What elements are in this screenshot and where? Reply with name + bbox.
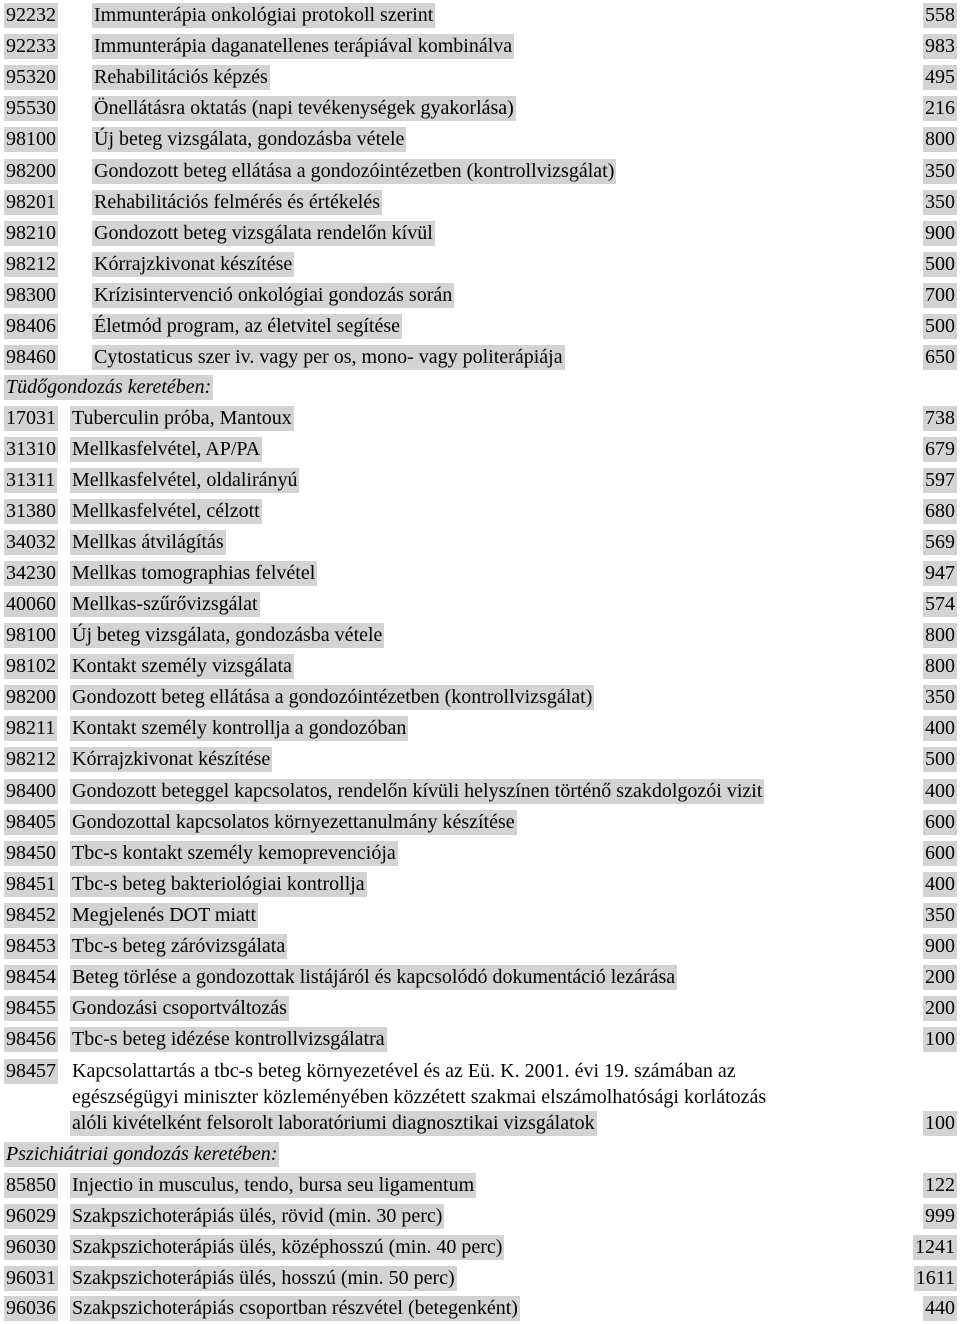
table-row [0, 931, 960, 962]
row-description-line: egészségügyi miniszter közleményében közzétett szakmai elszámolhatósági korlátozás [72, 1086, 767, 1108]
table-row [0, 156, 960, 187]
row-code: 98300 [6, 284, 56, 306]
row-points: 800 [925, 128, 955, 150]
table-row [0, 1024, 960, 1055]
table-row [0, 838, 960, 869]
row-points: 700 [925, 284, 955, 306]
table-row [0, 280, 960, 311]
table-row [0, 1201, 960, 1232]
row-description: Cytostaticus szer iv. vagy per os, mono- vagy politerápiája [94, 346, 563, 368]
row-code: 34230 [6, 562, 56, 584]
row-points: 1611 [915, 1267, 955, 1289]
row-points: 600 [925, 811, 955, 833]
row-code: 95530 [6, 97, 56, 119]
row-points: 100 [925, 1028, 955, 1050]
row-code: 98100 [6, 128, 56, 150]
section-heading-pszichiatriai [0, 1139, 960, 1170]
row-points: 800 [925, 655, 955, 677]
table-row [0, 403, 960, 434]
row-description: Immunterápia daganatellenes terápiával kombinálva [94, 35, 513, 57]
table-row [0, 342, 960, 373]
table-row [0, 589, 960, 620]
row-description-line: Kapcsolattartás a tbc-s beteg környezetével és az Eü. K. 2001. évi 19. számában az [72, 1060, 736, 1082]
row-code: 96029 [6, 1205, 56, 1227]
row-points: 400 [925, 717, 955, 739]
row-code: 98201 [6, 191, 56, 213]
row-points: 558 [925, 4, 955, 26]
row-description: Gondozási csoportváltozás [72, 997, 287, 1019]
row-points: 947 [925, 562, 955, 584]
row-description: Rehabilitációs felmérés és értékelés [94, 191, 380, 213]
row-code: 17031 [6, 407, 56, 429]
row-points: 100 [925, 1112, 955, 1134]
table-row [0, 1263, 960, 1294]
row-points: 650 [925, 346, 955, 368]
section-heading-tudogondozas [0, 372, 960, 403]
row-description: Tuberculin próba, Mantoux [72, 407, 292, 429]
row-points: 500 [925, 253, 955, 275]
row-code: 92232 [6, 4, 56, 26]
row-points: 350 [925, 686, 955, 708]
row-description: Rehabilitációs képzés [94, 66, 268, 88]
row-points: 350 [925, 160, 955, 182]
table-row [0, 62, 960, 93]
row-code: 98406 [6, 315, 56, 337]
row-description: Tbc-s beteg záróvizsgálata [72, 935, 286, 957]
row-description: Önellátásra oktatás (napi tevékenységek gyakorlása) [94, 97, 514, 119]
table-row [0, 31, 960, 62]
row-description: Mellkas átvilágítás [72, 531, 224, 553]
table-row [0, 651, 960, 682]
row-points: 200 [925, 966, 955, 988]
row-description: Gondozott beteg vizsgálata rendelőn kívül [94, 222, 433, 244]
row-description: Injectio in musculus, tendo, bursa seu ligamentum [72, 1174, 475, 1196]
table-row [0, 124, 960, 155]
row-points: 738 [925, 407, 955, 429]
table-row [0, 465, 960, 496]
row-points: 1241 [915, 1236, 955, 1258]
table-row [0, 620, 960, 651]
row-code: 98457 [6, 1060, 56, 1082]
row-code: 98200 [6, 160, 56, 182]
row-description: Krízisintervenció onkológiai gondozás során [94, 284, 453, 306]
row-description: Gondozott beteg ellátása a gondozóintézetben (kontrollvizsgálat) [94, 160, 615, 182]
section-heading-text: Pszichiátriai gondozás keretében: [6, 1143, 278, 1165]
table-row-multiline [0, 1056, 960, 1141]
table-row [0, 93, 960, 124]
row-code: 98455 [6, 997, 56, 1019]
row-description: Immunterápia onkológiai protokoll szerint [94, 4, 434, 26]
row-code: 95320 [6, 66, 56, 88]
row-description: Szakpszichoterápiás ülés, rövid (min. 30 perc) [72, 1205, 443, 1227]
row-points: 400 [925, 780, 955, 802]
row-points: 679 [925, 438, 955, 460]
row-description: Gondozott beteggel kapcsolatos, rendelőn kívüli helyszínen történő szakdolgozói vizit [72, 780, 763, 802]
row-points: 400 [925, 873, 955, 895]
row-description: Kontakt személy kontrollja a gondozóban [72, 717, 407, 739]
row-description: Új beteg vizsgálata, gondozásba vétele [94, 128, 405, 150]
table-row [0, 1293, 960, 1324]
table-row [0, 249, 960, 280]
row-code: 85850 [6, 1174, 56, 1196]
row-description: Kontakt személy vizsgálata [72, 655, 292, 677]
row-code: 92233 [6, 35, 56, 57]
table-row [0, 744, 960, 775]
row-code: 98452 [6, 904, 56, 926]
row-code: 98102 [6, 655, 56, 677]
row-description: Szakpszichoterápiás csoportban részvétel (betegenként) [72, 1297, 518, 1319]
row-points: 200 [925, 997, 955, 1019]
row-points: 800 [925, 624, 955, 646]
table-row [0, 527, 960, 558]
row-code: 98460 [6, 346, 56, 368]
table-row [0, 962, 960, 993]
row-description: Életmód program, az életvitel segítése [94, 315, 400, 337]
row-points: 216 [925, 97, 955, 119]
row-code: 98405 [6, 811, 56, 833]
row-points: 350 [925, 904, 955, 926]
row-points: 574 [925, 593, 955, 615]
row-points: 122 [925, 1174, 955, 1196]
row-code: 98454 [6, 966, 56, 988]
row-points: 900 [925, 935, 955, 957]
row-description: Mellkas-szűrővizsgálat [72, 593, 258, 615]
row-points: 597 [925, 469, 955, 491]
row-code: 98451 [6, 873, 56, 895]
row-code: 98100 [6, 624, 56, 646]
row-code: 98456 [6, 1028, 56, 1050]
row-description: Kórrajzkivonat készítése [94, 253, 293, 275]
row-description: Tbc-s beteg idézése kontrollvizsgálatra [72, 1028, 385, 1050]
table-row [0, 1170, 960, 1201]
row-code: 96031 [6, 1267, 56, 1289]
row-points: 680 [925, 500, 955, 522]
row-code: 98400 [6, 780, 56, 802]
row-code: 98212 [6, 253, 56, 275]
row-description: Beteg törlése a gondozottak listájáról és kapcsolódó dokumentáció lezárása [72, 966, 676, 988]
row-code: 98210 [6, 222, 56, 244]
table-row [0, 713, 960, 744]
row-description: Mellkasfelvétel, AP/PA [72, 438, 261, 460]
row-code: 98200 [6, 686, 56, 708]
table-row [0, 0, 960, 31]
table-row [0, 776, 960, 807]
table-row [0, 187, 960, 218]
table-row [0, 311, 960, 342]
row-description: Gondozott beteg ellátása a gondozóintézetben (kontrollvizsgálat) [72, 686, 593, 708]
row-code: 40060 [6, 593, 56, 615]
table-row [0, 807, 960, 838]
row-points: 999 [925, 1205, 955, 1227]
row-description: Megjelenés DOT miatt [72, 904, 257, 926]
table-row [0, 218, 960, 249]
table-row [0, 900, 960, 931]
row-code: 98212 [6, 748, 56, 770]
row-points: 440 [925, 1297, 955, 1319]
row-description: Szakpszichoterápiás ülés, középhosszú (min. 40 perc) [72, 1236, 503, 1258]
row-description: Szakpszichoterápiás ülés, hosszú (min. 50 perc) [72, 1267, 455, 1289]
row-description: Gondozottal kapcsolatos környezettanulmány készítése [72, 811, 515, 833]
row-code: 31311 [6, 469, 56, 491]
row-points: 569 [925, 531, 955, 553]
row-points: 983 [925, 35, 955, 57]
row-description: Mellkasfelvétel, célzott [72, 500, 260, 522]
row-code: 96030 [6, 1236, 56, 1258]
row-code: 31380 [6, 500, 56, 522]
row-code: 31310 [6, 438, 56, 460]
section-heading-text: Tüdőgondozás keretében: [6, 376, 212, 398]
table-row [0, 682, 960, 713]
row-code: 98453 [6, 935, 56, 957]
table-row [0, 434, 960, 465]
row-points: 600 [925, 842, 955, 864]
row-points: 500 [925, 315, 955, 337]
row-code: 96036 [6, 1297, 56, 1319]
table-row [0, 496, 960, 527]
table-row [0, 1232, 960, 1263]
row-description: Mellkas tomographias felvétel [72, 562, 316, 584]
row-description: Kórrajzkivonat készítése [72, 748, 271, 770]
row-description-line: alóli kivételként felsorolt laboratóriumi diagnosztikai vizsgálatok [72, 1112, 595, 1134]
table-row [0, 993, 960, 1024]
row-description: Tbc-s beteg bakteriológiai kontrollja [72, 873, 365, 895]
table-row [0, 869, 960, 900]
row-description: Új beteg vizsgálata, gondozásba vétele [72, 624, 383, 646]
row-code: 98211 [6, 717, 56, 739]
row-description: Mellkasfelvétel, oldalirányú [72, 469, 298, 491]
row-points: 350 [925, 191, 955, 213]
row-points: 900 [925, 222, 955, 244]
row-points: 500 [925, 748, 955, 770]
table-row [0, 558, 960, 589]
row-description: Tbc-s kontakt személy kemoprevenciója [72, 842, 396, 864]
row-code: 98450 [6, 842, 56, 864]
row-points: 495 [925, 66, 955, 88]
row-code: 34032 [6, 531, 56, 553]
